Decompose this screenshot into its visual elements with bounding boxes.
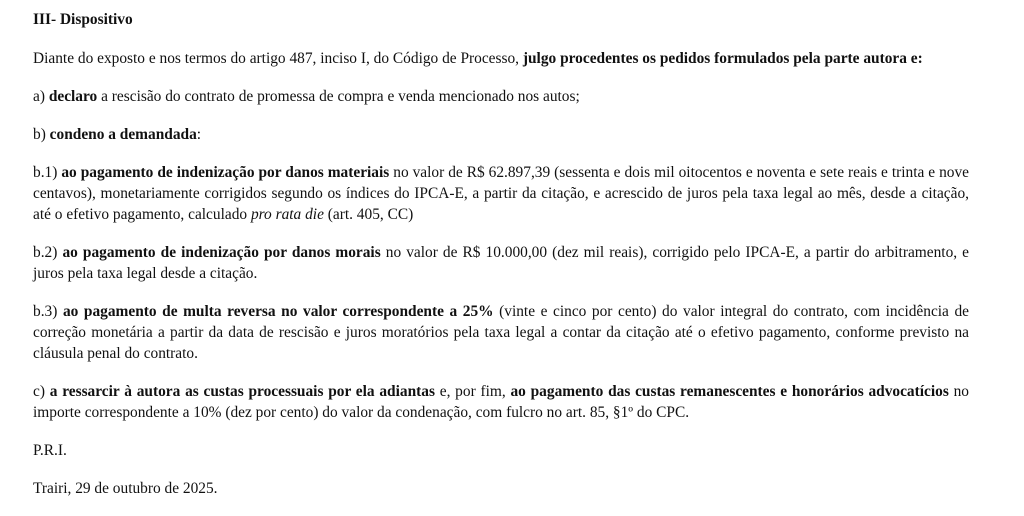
document-body <box>33 9 969 516</box>
item-b1-tail: (art. 405, CC) <box>323 206 414 223</box>
item-a-bold: declaro <box>48 88 98 105</box>
item-b1-italic: pro rata die <box>250 206 324 223</box>
item-b1-prefix: b.1) <box>33 164 62 181</box>
item-b-text: : <box>196 126 202 143</box>
item-b2-bold: ao pagamento de indenização por danos morais <box>62 244 381 261</box>
item-b-paragraph <box>33 124 969 145</box>
item-a-paragraph <box>33 86 969 107</box>
item-b3-bold: ao pagamento de multa reversa no valor correspondente a 25% <box>62 303 494 320</box>
item-a-prefix: a) <box>33 88 49 105</box>
item-b2-paragraph <box>33 242 969 284</box>
item-b-prefix: b) <box>33 126 50 143</box>
item-b2-prefix: b.2) <box>33 244 63 261</box>
item-b2-text: no valor de R$ 10.000,00 (dez mil reais), corrigido pelo IPCA-E, a partir do arbitramento, e juros pela taxa legal desde a citação. <box>33 244 970 282</box>
item-c-text-2: no importe correspondente a 10% (dez por cento) do valor da condenação, com fulcro no art. 85, §1º do CPC. <box>33 383 969 421</box>
item-b3-paragraph <box>33 301 969 364</box>
intro-text: Diante do exposto e nos termos do artigo 487, inciso I, do Código de Processo, <box>33 50 523 67</box>
item-c-paragraph <box>33 381 969 423</box>
item-a-text: a rescisão do contrato de promessa de compra e venda mencionado nos autos; <box>97 88 580 105</box>
intro-paragraph <box>33 48 969 69</box>
item-b3-prefix: b.3) <box>33 303 63 320</box>
item-c-bold-1: a ressarcir à autora as custas processuais por ela adiantas <box>49 383 435 400</box>
item-b1-text: no valor de R$ 62.897,39 (sessenta e dois mil oitocentos e noventa e sete reais e trinta e nove centavos), monetariamente corrigidos segundo os índices do IPCA-E, a partir da citação, e acrescido de juros pela taxa legal ao mês, desde a citação, até o efetivo pagamento, calculado <box>33 164 970 223</box>
item-c-prefix: c) <box>33 383 50 400</box>
place-date-line: Trairi, 29 de outubro de 2025. <box>33 480 218 497</box>
intro-bold: julgo procedentes os pedidos formulados pela parte autora e: <box>522 50 923 67</box>
item-b3-text: (vinte e cinco por cento) do valor integral do contrato, com incidência de correção monetária a partir da data de rescisão e juros moratórios pela taxa legal a contar da citação até o efetivo pagamento, conforme previsto na cláusula penal do contrato. <box>33 303 969 362</box>
section-heading: III- Dispositivo <box>33 11 133 28</box>
item-b1-bold: ao pagamento de indenização por danos materiais <box>61 164 390 181</box>
item-b-bold: condeno a demandada <box>49 126 197 143</box>
item-b1-paragraph <box>33 162 969 225</box>
item-c-text-1: e, por fim, <box>434 383 511 400</box>
pri-line: P.R.I. <box>33 442 67 459</box>
item-c-bold-2: ao pagamento das custas remanescentes e honorários advocatícios <box>510 383 949 400</box>
